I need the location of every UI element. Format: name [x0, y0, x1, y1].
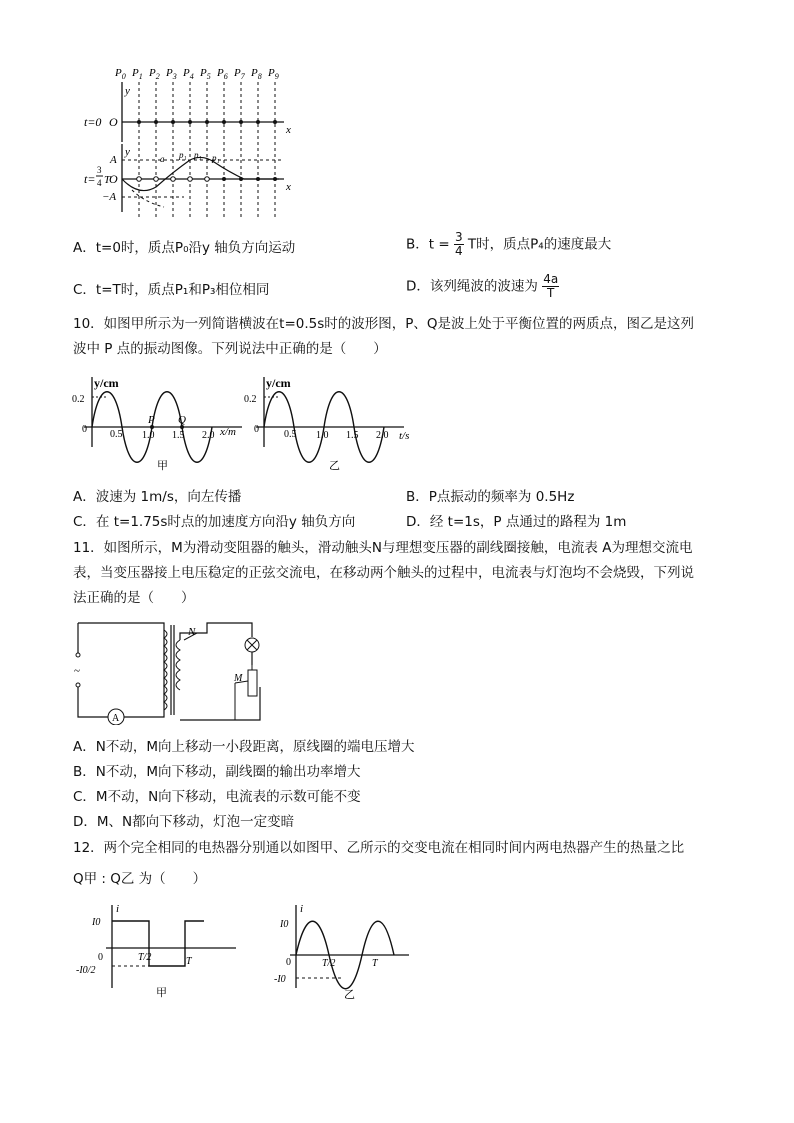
svg-text:2.0: 2.0 [202, 430, 215, 441]
svg-text:N: N [188, 626, 196, 638]
q9-option-b[interactable] [406, 231, 611, 258]
svg-text:-I0: -I0 [274, 974, 286, 985]
svg-text:y: y [125, 85, 130, 97]
q9-option-d-prefix: D．该列绳波的波速为 [406, 278, 538, 295]
svg-text:t=: t= [84, 172, 96, 186]
svg-text:Q: Q [178, 414, 186, 426]
svg-text:a: a [160, 154, 165, 164]
svg-text:0.5: 0.5 [110, 429, 123, 440]
svg-text:0.5: 0.5 [284, 429, 297, 440]
q12-figure-jia [76, 900, 246, 1000]
svg-text:T: T [104, 174, 111, 186]
q11-option-c[interactable]: C．M不动，N向下移动，电流表的示数可能不变 [73, 789, 361, 805]
svg-text:t/s: t/s [399, 430, 410, 442]
svg-text:−A: −A [102, 191, 117, 203]
q9-option-d[interactable] [406, 273, 559, 300]
q10-figure-yi [244, 372, 424, 477]
svg-text:0: 0 [254, 424, 259, 435]
svg-text:x/m: x/m [220, 426, 236, 438]
p0-label: $P_0$ [115, 67, 126, 81]
p3-label: $P_3$ [166, 67, 177, 81]
fraction-3-4: $\frac{3}{4}$ [454, 230, 463, 258]
svg-text:i: i [300, 903, 304, 915]
q11-circuit-diagram [72, 615, 272, 725]
svg-text:I0: I0 [280, 919, 289, 930]
p9-label: $P_9$ [268, 67, 279, 81]
svg-text:-I0/2: -I0/2 [76, 965, 96, 976]
svg-text:i: i [116, 903, 120, 915]
svg-text:y/cm: y/cm [94, 376, 119, 390]
p5-label: $P_5$ [200, 67, 211, 81]
svg-text:甲: 甲 [157, 460, 168, 472]
q10-figure-jia [72, 372, 247, 477]
q10-option-c[interactable]: C．在 t=1.75s时点的加速度方向沿y 轴负方向 [73, 514, 356, 530]
svg-text:T: T [186, 956, 192, 967]
q11-stem-line3: 法正确的是（ ） [73, 590, 195, 606]
q11-option-a[interactable]: A．N不动，M向上移动一小段距离，原线圈的端电压增大 [73, 739, 415, 755]
svg-text:甲: 甲 [156, 987, 167, 999]
svg-text:~: ~ [74, 665, 80, 677]
svg-text:T/2: T/2 [322, 958, 336, 969]
svg-text:1.5: 1.5 [346, 430, 359, 441]
svg-text:T: T [372, 958, 378, 969]
svg-text:0: 0 [286, 957, 291, 968]
svg-text:t=0: t=0 [84, 115, 102, 129]
q9-option-b-suffix: T时，质点P₄的速度最大 [467, 236, 612, 253]
q9-option-b-prefix: B．t = [406, 236, 450, 253]
svg-text:T/2: T/2 [138, 952, 152, 963]
p7-label: $P_7$ [234, 67, 245, 81]
svg-text:1.5: 1.5 [172, 430, 185, 441]
svg-text:p₁: p₁ [194, 150, 202, 160]
svg-text:1.0: 1.0 [142, 430, 155, 441]
svg-text:A: A [110, 154, 117, 166]
q12-figure-yi [274, 900, 424, 1005]
svg-text:0.2: 0.2 [244, 394, 257, 405]
svg-text:0: 0 [82, 424, 87, 435]
svg-text:p₁: p₁ [212, 153, 220, 163]
q11-stem-line2: 表，当变压器接上电压稳定的正弦交流电，在移动两个触头的过程中，电流表与灯泡均不会烧毁，下列说 [73, 565, 694, 581]
q9-option-c[interactable]: C．t=T时，质点P₁和P₃相位相同 [73, 282, 270, 298]
p8-label: $P_8$ [251, 67, 262, 81]
q10-stem-line2: 波中 P 点的振动图像。下列说法中正确的是（ ） [73, 341, 387, 357]
svg-text:x: x [286, 124, 291, 136]
svg-text:I0: I0 [92, 917, 101, 928]
q11-stem-line1: 11．如图所示，M为滑动变阻器的触头，滑动触头N与理想变压器的副线圈接触，电流表 A为理想交流电 [73, 540, 693, 556]
p1-label: $P_1$ [132, 67, 143, 81]
q10-option-d[interactable]: D．经 t=1s，P 点通过的路程为 1m [406, 514, 627, 530]
svg-text:4: 4 [97, 178, 102, 188]
q11-option-b[interactable]: B．N不动，M向下移动，副线圈的输出功率增大 [73, 764, 361, 780]
q12-stem-line1: 12．两个完全相同的电热器分别通以如图甲、乙所示的交变电流在相同时间内两电热器产生的热量之比 [73, 840, 685, 856]
svg-text:A: A [112, 713, 120, 724]
p6-label: $P_6$ [217, 67, 228, 81]
svg-text:0: 0 [98, 952, 103, 963]
q11-option-d[interactable]: D．M、N都向下移动，灯泡一定变暗 [73, 814, 295, 830]
svg-text:p₁: p₁ [179, 150, 187, 160]
svg-text:乙: 乙 [344, 989, 355, 1001]
svg-text:y/cm: y/cm [266, 376, 291, 390]
q9-wave-figure [84, 62, 304, 222]
svg-text:乙: 乙 [329, 460, 340, 472]
svg-text:P: P [148, 414, 155, 426]
svg-text:O: O [109, 172, 118, 186]
svg-text:3: 3 [97, 165, 102, 175]
svg-text:0.2: 0.2 [72, 394, 85, 405]
svg-text:y: y [125, 146, 130, 158]
q10-stem-line1: 10．如图甲所示为一列简谐横波在t=0.5s时的波形图，P、Q是波上处于平衡位置的两质点，图乙是这列 [73, 316, 695, 332]
q10-option-b[interactable]: B．P点振动的频率为 0.5Hz [406, 489, 575, 505]
svg-text:M: M [234, 673, 243, 684]
p2-label: $P_2$ [149, 67, 160, 81]
svg-text:O: O [109, 115, 118, 129]
q10-option-a[interactable]: A．波速为 1m/s，向左传播 [73, 489, 242, 505]
svg-text:1.0: 1.0 [316, 430, 329, 441]
p4-label: $P_4$ [183, 67, 194, 81]
svg-text:x: x [286, 181, 291, 193]
q12-stem-line2: Q甲 : Q乙 为（ ） [73, 871, 207, 887]
fraction-4a-T: $\frac{4a}{T}$ [543, 272, 559, 300]
svg-text:2.0: 2.0 [376, 430, 389, 441]
q9-option-a[interactable]: A．t=0时，质点P₀沿y 轴负方向运动 [73, 240, 296, 256]
